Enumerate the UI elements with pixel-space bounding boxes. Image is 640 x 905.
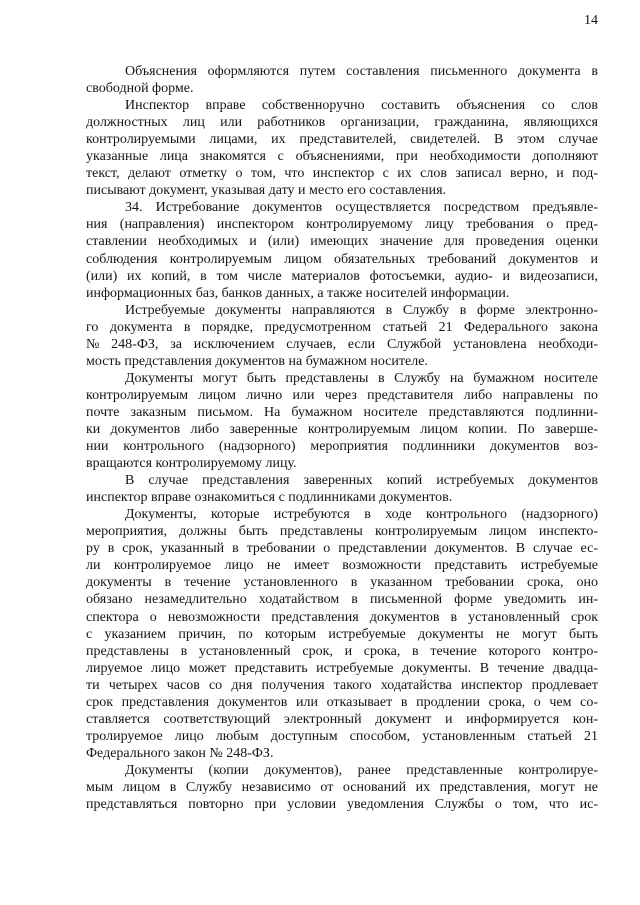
text-line <box>86 387 598 404</box>
text-line <box>86 660 598 677</box>
text-line <box>86 438 598 455</box>
line-text: вращаются контролируемому лицу. <box>86 456 297 472</box>
text-line <box>86 472 598 489</box>
line-text: срок представления документов или отказывает в продлении срока, о чем со- <box>86 694 598 710</box>
line-text: мость представления документов на бумажном носителе. <box>86 353 428 369</box>
text-line <box>86 233 598 250</box>
text-line <box>86 404 598 421</box>
text-line <box>86 251 598 268</box>
line-text: соблюдения контролируемым лицом обязательных требований документов и <box>86 251 598 267</box>
paragraph <box>86 63 598 97</box>
text-line <box>86 80 598 97</box>
text-line <box>86 114 598 131</box>
text-line <box>86 506 598 523</box>
paragraph <box>86 302 598 370</box>
line-text: писывают документ, указывая дату и место его составления. <box>86 183 447 199</box>
text-line <box>86 336 598 353</box>
text-line <box>86 694 598 711</box>
text-line <box>86 540 598 557</box>
text-line <box>86 353 598 370</box>
line-text: инспектор вправе ознакомиться с подлинниками документов. <box>86 490 453 506</box>
line-text: представляться повторно при условии уведомления Службы о том, что ис- <box>86 797 598 813</box>
line-text: мым лицом в Службу независимо от оснований их представления, могут не <box>86 779 598 795</box>
text-line <box>86 421 598 438</box>
paragraph <box>86 762 598 813</box>
line-text: Федерального закон № 248-ФЗ. <box>86 745 274 761</box>
text-line <box>86 557 598 574</box>
text-line <box>86 523 598 540</box>
text-line <box>86 216 598 233</box>
text-line <box>86 609 598 626</box>
text-line <box>86 63 598 80</box>
text-line <box>86 796 598 813</box>
line-text: должностных лиц или работников организации, гражданина, являющихся <box>86 115 598 131</box>
text-line <box>86 626 598 643</box>
line-text: ру в срок, указанный в требовании о представлении документов. В случае ес- <box>86 541 598 557</box>
line-text: № 248-ФЗ, за исключением случаев, если Службой установлена необходи- <box>86 336 598 352</box>
line-text: лируемое лицо может представить истребуемые документы. В течение двадца- <box>86 660 598 676</box>
line-text: с указанием причин, по которым истребуемые документы не могут быть <box>86 626 598 642</box>
paragraph <box>86 370 598 472</box>
text-line <box>86 199 598 216</box>
text-line <box>86 489 598 506</box>
line-text: спектора о невозможности представления документов в установленный срок <box>86 609 598 625</box>
text-line <box>86 148 598 165</box>
line-text: обязано незамедлительно ходатайством в письменной форме уведомить ин- <box>86 592 598 608</box>
line-text: мероприятия, должны быть представлены контролируемым лицом инспекто- <box>86 524 598 540</box>
text-line <box>86 762 598 779</box>
text-line <box>86 302 598 319</box>
text-line <box>86 97 598 114</box>
line-text: нии контрольного (надзорного) мероприятия подлинники документов воз- <box>86 439 598 455</box>
line-text: Инспектор вправе собственноручно составить объяснения со слов <box>125 98 598 114</box>
paragraph <box>86 472 598 506</box>
line-text: го документа в порядке, предусмотренном статьей 21 Федерального закона <box>86 319 598 335</box>
line-text: ли контролируемое лицо не имеет возможности представить истребуемые <box>86 558 598 574</box>
line-text: Документы могут быть представлены в Службу на бумажном носителе <box>125 370 598 386</box>
text-line <box>86 745 598 762</box>
line-text: почте заказным письмом. На бумажном носителе представляются подлинни- <box>86 404 598 420</box>
text-line <box>86 728 598 745</box>
text-line <box>86 455 598 472</box>
text-line <box>86 165 598 182</box>
text-line <box>86 711 598 728</box>
paragraph <box>86 199 598 301</box>
paragraph <box>86 506 598 762</box>
line-text: 34. Истребование документов осуществляется посредством предъявле- <box>125 200 598 216</box>
line-text: ставлении необходимых и (или) имеющих значение для проведения оценки <box>86 234 598 250</box>
line-text: ния (направления) инспектором контролируемому лицу требования о пред- <box>86 217 598 233</box>
line-text: представлены в установленный срок, и срока, в течение которого контро- <box>86 643 598 659</box>
page-number: 14 <box>584 13 598 28</box>
paragraph <box>86 97 598 199</box>
line-text: Документы, которые истребуются в ходе контрольного (надзорного) <box>125 507 598 523</box>
line-text: тролируемое лицо любым доступным способом, установленным статьей 21 <box>86 728 598 744</box>
line-text: Документы (копии документов), ранее представленные контролируе- <box>125 762 598 778</box>
text-line <box>86 677 598 694</box>
text-line <box>86 591 598 608</box>
text-line <box>86 779 598 796</box>
text-line <box>86 131 598 148</box>
text-line <box>86 319 598 336</box>
line-text: ти четырех часов со дня получения такого ходатайства инспектор продлевает <box>86 677 598 693</box>
text-line <box>86 182 598 199</box>
text-line <box>86 643 598 660</box>
text-line <box>86 268 598 285</box>
line-text: ставляется соответствующий электронный документ и информируется кон- <box>86 711 598 727</box>
line-text: ки документов либо заверенные контролируемым лицом копии. По заверше- <box>86 421 598 437</box>
line-text: указанные лица знакомятся с объяснениями, при необходимости дополняют <box>86 149 598 165</box>
line-text: Истребуемые документы направляются в Службу в форме электронно- <box>125 302 598 318</box>
line-text: контролируемым лицом лично или через представителя либо направлены по <box>86 387 598 403</box>
line-text: (или) их копий, в том числе материалов фотосъемки, аудио- и видеозаписи, <box>86 268 598 284</box>
line-text: документы в течение установленного в указанном требовании срока, оно <box>86 575 598 591</box>
line-text: Объяснения оформляются путем составления письменного документа в <box>125 64 598 79</box>
text-line <box>86 285 598 302</box>
line-text: В случае представления заверенных копий истребуемых документов <box>125 473 598 489</box>
line-text: информационных баз, банков данных, а также носителей информации. <box>86 285 510 301</box>
text-line <box>86 370 598 387</box>
document-body <box>86 63 598 813</box>
line-text: текст, делают отметку о том, что инспектор с их слов записал верно, и под- <box>86 166 598 182</box>
line-text: свободной форме. <box>86 81 194 97</box>
text-line <box>86 574 598 591</box>
line-text: контролируемыми лицами, их представителей, свидетелей. В этом случае <box>86 132 598 148</box>
